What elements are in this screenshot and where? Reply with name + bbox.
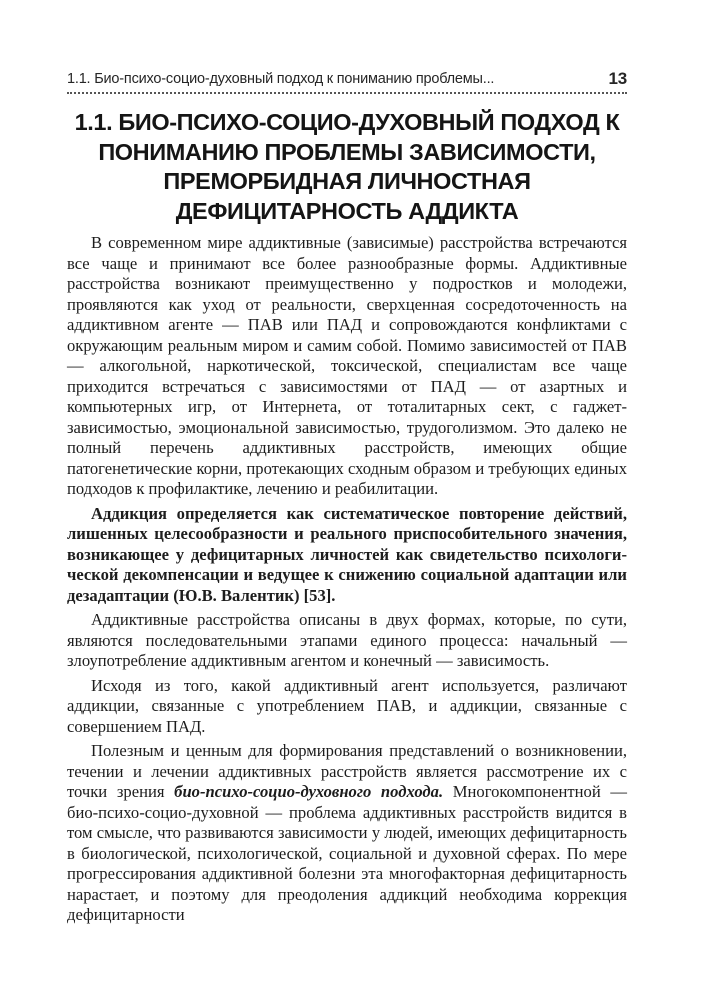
page-number: 13 xyxy=(608,69,627,88)
paragraph-approach-start: Полезным и ценным для формирования представлений о возникновении, течении и лечении аддиктивных расстройств является рассмотрение их с точки зрения xyxy=(67,741,627,801)
paragraph-approach-end: Многокомпонентной — био-психо-социо-духовной — проблема аддиктивных расстройств видится в том смысле, что развиваются зависимости у людей, имеющих дефицитарность в биологической, психологической, социальной и духовной сферах. По мере прогрессирования аддиктивной болезни эта многофакторная дефицитарность нарастает, и поэтому для преодоления аддикций необходима коррекция дефицитарности xyxy=(67,782,627,924)
paragraph-agents: Исходя из того, какой аддиктивный агент используется, различают аддикции, связанные с употреблением ПАВ, и аддикции, связанные с совершением ПАД. xyxy=(67,675,627,736)
running-title: 1.1. Био-психо-социо-духовный подход к пониманию проблемы... xyxy=(67,71,495,87)
approach-emphasis: био-психо-социо-духовного подхода. xyxy=(174,782,444,801)
paragraph-definition: Аддикция определяется как систематическое повторение действий, лишенных целесообразности и реального приспособительного значения, возникающее у дефицитарных личностей как свидетельство психологической декомпенсации и ведущее к снижению социальной адаптации или дезадаптации (Ю.В. Валентик) [53]. xyxy=(67,503,627,605)
body-text xyxy=(67,233,627,930)
paragraph-forms: Аддиктивные расстройства описаны в двух формах, которые, по сути, являются последовательными этапами единого процесса: начальный — злоупотребление аддиктивным агентом и конечный — зависимость. xyxy=(67,610,627,670)
chapter-title: 1.1. БИО-ПСИХО-СОЦИО-ДУХОВНЫЙ ПОДХОД К ПОНИМАНИЮ ПРОБЛЕМЫ ЗАВИСИМОСТИ, ПРЕМОРБИДНАЯ ЛИЧНОСТНАЯ ДЕФИЦИТАРНОСТЬ АДДИКТА xyxy=(74,109,620,224)
running-header xyxy=(67,70,627,92)
paragraph-approach xyxy=(67,741,627,926)
header-divider xyxy=(67,92,627,94)
paragraph-intro: В современном мире аддиктивные (зависимые) расстройства встречаются все чаще и принимают все более разнообразные формы. Аддиктивные расстройства возникают преимущественно у подростков и молодежи, проявляются как уход от реальности, сверхценная сосредоточенность на аддиктивном агенте — ПАВ или ПАД и сопровождаются конфликтами с окружающим реальным миром и самим собой. Помимо зависимостей от ПАВ — алкогольной, наркотической, токсической, специалистам все чаще приходится встречаться с зависимостями от ПАД — от азартных и компьютерных игр, от Интернета, от тоталитарных сект, с гаджет-зависимостью, эмоциональной зависимостью, трудоголизмом. Это далеко не полный перечень аддиктивных расстройств, имеющих общие патогенетические корни, протекающих сходным образом и требующих единых подходов к профилактике, лечению и реабилитации. xyxy=(67,233,627,498)
